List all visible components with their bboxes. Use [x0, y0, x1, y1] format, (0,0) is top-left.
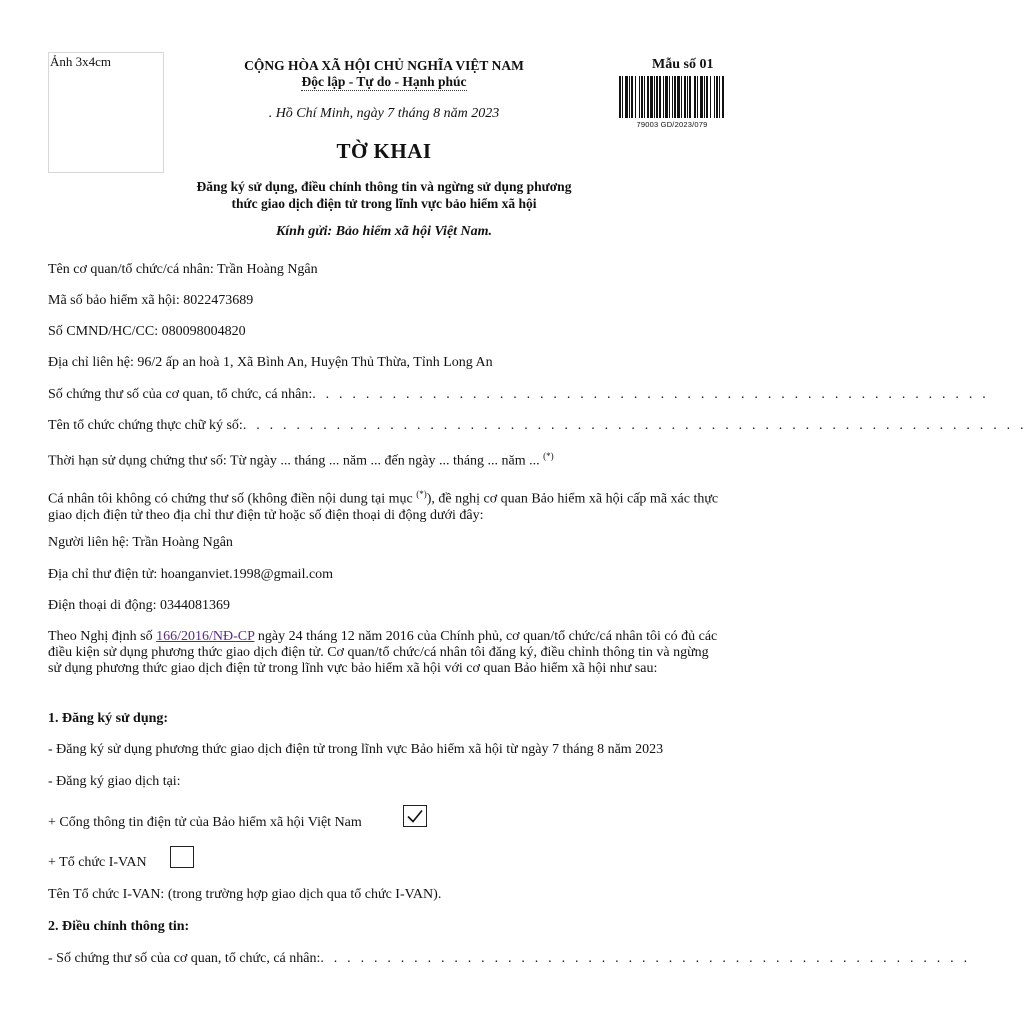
section-2-cert-dots: . . . . . . . . . . . . . . . . . . . . . . . . . . . . . . . . . . . . . . . . . . . . . . . . .	[320, 951, 971, 966]
cert-period-mark: (*)	[543, 451, 554, 461]
no-cert-part-2: ), đề nghị cơ quan Bảo hiểm xã hội cấp mã xác thực giao dịch điện tử theo địa chỉ thư điện tử hoặc số điện thoại di động dưới đây:	[48, 491, 719, 523]
cert-org-field	[48, 418, 1027, 434]
ivan-checkbox[interactable]	[170, 846, 194, 868]
greeting: Kính gửi: Bảo hiểm xã hội Việt Nam.	[275, 224, 493, 239]
contact-email-field: Địa chỉ thư điện tử: hoanganviet.1998@gmail.com	[48, 567, 334, 582]
insurance-code-field: Mã số bảo hiểm xã hội: 8022473689	[48, 293, 254, 308]
nation-name: CỘNG HÒA XÃ HỘI CHỦ NGHĨA VIỆT NAM	[244, 58, 524, 73]
no-cert-part-1: Cá nhân tôi không có chứng thư số (không điền nội dung tại mục	[48, 491, 417, 507]
cert-period-field	[48, 451, 720, 470]
portal-option-label: + Cổng thông tin điện tử của Bảo hiểm xã hội Việt Nam	[48, 815, 362, 830]
subtitle-line-1: Đăng ký sử dụng, điều chỉnh thông tin và ngừng sử dụng phương	[196, 179, 572, 194]
decree-link[interactable]: 166/2016/NĐ-CP	[156, 629, 255, 644]
org-name-field: Tên cơ quan/tổ chức/cá nhân: Trần Hoàng Ngân	[48, 262, 318, 277]
cert-org-label: Tên tổ chức chứng thực chữ ký số:	[48, 418, 243, 433]
place-date: . Hồ Chí Minh, ngày 7 tháng 8 năm 2023	[268, 106, 500, 121]
register-at-line: - Đăng ký giao dịch tại:	[48, 774, 181, 789]
decree-paragraph	[48, 629, 720, 677]
register-from-line: - Đăng ký sử dụng phương thức giao dịch điện tử trong lĩnh vực Bảo hiểm xã hội từ ngày 7 tháng 8 năm 2023	[48, 742, 664, 757]
id-number-field: Số CMND/HC/CC: 080098004820	[48, 324, 246, 339]
cert-org-dots: . . . . . . . . . . . . . . . . . . . . . . . . . . . . . . . . . . . . . . . . . . . . . . . . . . . . . . . . . . .	[242, 418, 1027, 433]
cert-number-field	[48, 387, 989, 403]
no-cert-mark: (*)	[416, 489, 427, 499]
motto-text: Độc lập - Tự do - Hạnh phúc	[301, 74, 467, 89]
section-2-cert-label: - Số chứng thư số của cơ quan, tổ chức, cá nhân:	[48, 951, 321, 966]
form-number: Mẫu số 01	[652, 57, 714, 72]
contact-phone-field: Điện thoại di động: 0344081369	[48, 598, 230, 613]
check-icon	[406, 808, 424, 824]
section-2-heading: 2. Điều chỉnh thông tin:	[48, 919, 190, 934]
ivan-option-label: + Tổ chức I-VAN	[48, 855, 147, 870]
no-cert-paragraph	[48, 486, 720, 524]
contact-person-field: Người liên hệ: Trần Hoàng Ngân	[48, 535, 233, 550]
cert-period-text: Thời hạn sử dụng chứng thư số: Từ ngày ... tháng ... năm ... đến ngày ... tháng ... năm ...	[48, 453, 540, 469]
cert-number-label: Số chứng thư số của cơ quan, tổ chức, cá nhân:	[48, 387, 313, 402]
portal-checkbox[interactable]	[403, 805, 427, 827]
decree-after: ngày 24 tháng 12 năm 2016 của Chính phủ, cơ quan/tổ chức/cá nhân tôi có đủ các điều kiện sử dụng phương thức giao dịch điện tử. Cơ quan/tổ chức/cá nhân tôi đăng ký, điều chỉnh thông tin và ngừng sử dụng phương thức giao dịch điện tử trong lĩnh vực bảo hiểm xã hội với cơ quan Bảo hiểm xã hội như sau:	[48, 629, 718, 676]
photo-label: Ảnh 3x4cm	[50, 54, 112, 69]
cert-number-dots: . . . . . . . . . . . . . . . . . . . . . . . . . . . . . . . . . . . . . . . . . . . . . . . . . . .	[312, 387, 989, 402]
section-2-cert-field	[48, 951, 971, 967]
ivan-name-line: Tên Tổ chức I-VAN: (trong trường hợp giao dịch qua tổ chức I-VAN).	[48, 887, 442, 902]
document-title: TỜ KHAI	[336, 139, 432, 163]
barcode-text: 79003 GD/2023/079	[636, 120, 708, 129]
decree-before: Theo Nghị định số	[48, 629, 157, 644]
document-subtitle	[0, 178, 768, 212]
address-field: Địa chỉ liên hệ: 96/2 ấp an hoà 1, Xã Bình An, Huyện Thủ Thừa, Tỉnh Long An	[48, 355, 493, 370]
section-1-heading: 1. Đăng ký sử dụng:	[48, 711, 169, 726]
subtitle-line-2: thức giao dịch điện tử trong lĩnh vực bảo hiểm xã hội	[231, 196, 537, 211]
